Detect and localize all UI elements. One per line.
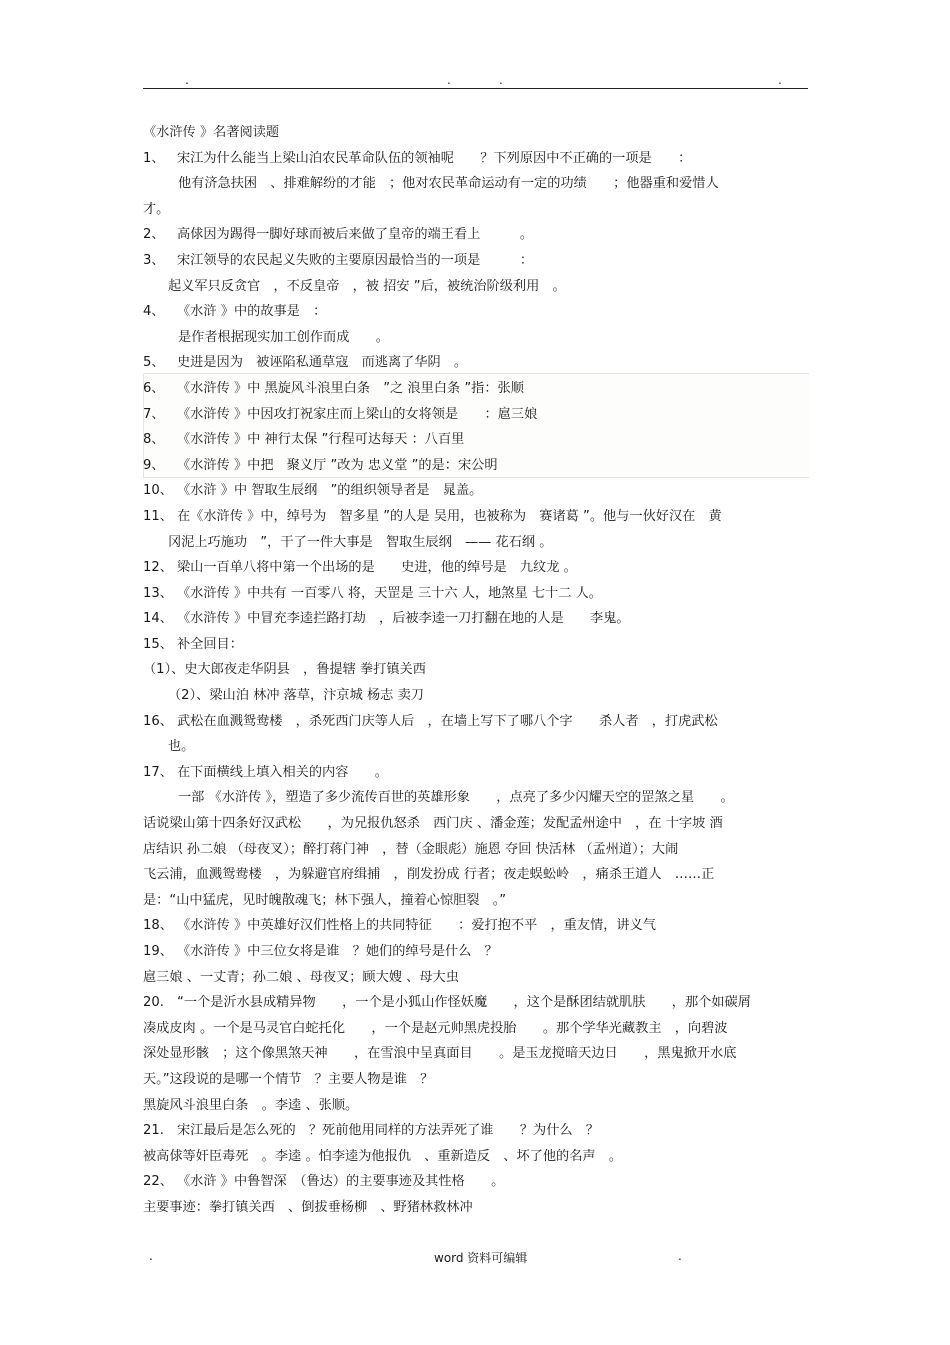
document-line xyxy=(143,683,808,709)
footer-dot-left: . xyxy=(149,1249,153,1263)
document-line xyxy=(143,837,808,863)
document-line xyxy=(143,171,808,197)
item-number: 10、 xyxy=(143,483,173,499)
item-text: 天。”这段说的是哪一个情节 ？主要人物是谁 ？ xyxy=(143,1071,434,1087)
item-number: 3、 xyxy=(143,252,165,268)
item-number: 7、 xyxy=(143,406,165,422)
item-text: 扈三娘 、一丈青；孙二娘 、母夜叉；顾大嫂 、母大虫 xyxy=(143,969,459,985)
document-title: 《水浒传 》名著阅读题 xyxy=(143,125,280,140)
item-number: 13、 xyxy=(143,585,173,601)
item-number: 18、 xyxy=(143,918,173,934)
document-line xyxy=(143,555,808,581)
document-line xyxy=(143,606,808,632)
document-line xyxy=(143,632,808,658)
question-list xyxy=(143,146,808,1221)
document-line xyxy=(143,811,808,837)
document-line xyxy=(143,785,808,811)
item-text: 《水浒传 》中共有 一百零八 将，天罡是 三十六 人，地煞星 七十二 人。 xyxy=(177,585,602,601)
document-line xyxy=(143,1016,808,1042)
item-number: 8、 xyxy=(143,432,165,448)
item-text: 话说梁山第十四条好汉武松 ，为兄报仇怒杀 西门庆 、潘金莲；发配孟州途中 ，在 十字坡 酒 xyxy=(143,816,723,832)
document-line xyxy=(143,1195,808,1221)
item-number: 1、 xyxy=(143,150,165,166)
item-text: 武松在血溅鸳鸯楼 ，杀死西门庆等人后 ，在墙上写下了哪八个字 杀人者 ，打虎武松 xyxy=(177,713,718,729)
header-dot-3: . xyxy=(499,73,503,87)
document-line xyxy=(143,1067,808,1093)
item-number: 14、 xyxy=(143,611,173,627)
document-line xyxy=(143,1118,808,1144)
item-text: 《水浒传 》中冒充李逵拦路打劫 ，后被李逵一刀打翻在地的人是 李鬼。 xyxy=(177,611,630,627)
item-number: 12、 xyxy=(143,560,173,576)
document-body xyxy=(143,120,808,1221)
item-text: 是：“山中猛虎，见时魄散魂飞；林下强人，撞着心惊胆裂 。” xyxy=(143,892,507,908)
item-text: 高俅因为踢得一脚好球而被后来做了皇帝的端王看上 。 xyxy=(177,227,534,243)
item-text: 也。 xyxy=(168,739,195,755)
item-text: 是作者根据现实加工创作而成 。 xyxy=(178,329,389,345)
document-line xyxy=(143,146,808,172)
item-number: 17、 xyxy=(143,764,173,780)
document-line xyxy=(143,939,808,965)
document-line xyxy=(143,478,808,504)
item-text: 补全回目： xyxy=(177,636,243,652)
item-text: 《水浒传 》中三位女将是谁 ？她们的绰号是什么 ？ xyxy=(177,944,498,959)
item-number: 16、 xyxy=(143,713,173,729)
item-number: 20. xyxy=(143,995,164,1011)
item-number: （2）、 xyxy=(168,688,210,704)
item-text: 史进是因为 被诬陷私通草寇 而逃离了华阴 。 xyxy=(177,355,468,371)
item-text: 《水浒 》中的故事是 ： xyxy=(177,304,327,320)
document-line xyxy=(143,453,808,479)
item-number: 11、 xyxy=(143,508,173,524)
footer-label: word 资料可编辑 xyxy=(434,1251,528,1265)
document-line xyxy=(143,222,808,248)
item-text: 《水浒传 》中把 聚义厅 ”改为 忠义堂 ”的是：宋公明 xyxy=(177,457,498,473)
item-number: 4、 xyxy=(143,304,165,320)
document-line xyxy=(143,1144,808,1170)
item-number: 2、 xyxy=(143,227,165,243)
document-line xyxy=(143,299,808,325)
item-number: 22、 xyxy=(143,1174,173,1190)
document-line xyxy=(143,760,808,786)
item-text: 凑成皮肉 。一个是马灵官白蛇托化 ，一个是赵元帅黑虎投胎 。那个学华光藏教主 ，向碧波 xyxy=(143,1020,728,1036)
item-text: 飞云浦，血溅鸳鸯楼 ，为躲避官府缉捕 ，削发扮成 行者；夜走蜈蚣岭 ，痛杀王道人 ……正 xyxy=(143,867,715,883)
header-rule xyxy=(143,88,808,89)
header-dot-1: . xyxy=(185,73,189,87)
item-text: 他有济急扶困 、排难解纷的才能 ；他对农民革命运动有一定的功绩 ；他器重和爱惜人 xyxy=(178,176,719,192)
document-line xyxy=(143,427,808,453)
item-text: 在《水浒传 》中，绰号为 智多星 ”的人是 吴用，也被称为 赛诸葛 ”。他与一伙好汉在 黄 xyxy=(177,508,722,524)
document-line xyxy=(143,1041,808,1067)
item-text: 《水浒传 》中因攻打祝家庄而上梁山的女将领是 ：扈三娘 xyxy=(177,406,538,422)
document-line xyxy=(143,274,808,300)
document-line xyxy=(143,709,808,735)
item-number: 15、 xyxy=(143,636,173,652)
header-dot-2: . xyxy=(447,73,451,87)
document-line xyxy=(143,734,808,760)
item-text: 《水浒传 》中英雄好汉们性格上的共同特征 ：爱打抱不平 ，重友情，讲义气 xyxy=(177,918,656,934)
item-number: 5、 xyxy=(143,355,165,371)
document-line xyxy=(143,657,808,683)
header-dots xyxy=(143,74,808,88)
item-number: 9、 xyxy=(143,457,165,473)
item-text: 宋江最后是怎么死的 ？死前他用同样的方法弄死了谁 ？为什么 ？ xyxy=(177,1123,599,1139)
page-footer xyxy=(143,1249,808,1269)
document-line xyxy=(143,965,808,991)
document-line xyxy=(143,862,808,888)
item-text: 黑旋风斗浪里白条 。李逵 、张顺。 xyxy=(143,1097,359,1113)
item-number: （1）、 xyxy=(143,662,185,678)
footer-dot-right: . xyxy=(678,1249,682,1263)
document-line xyxy=(143,990,808,1016)
document-line xyxy=(143,1169,808,1195)
document-line xyxy=(143,888,808,914)
item-number: 6、 xyxy=(143,380,165,396)
item-text: 《水浒传 》中 神行太保 ”行程可达每天 ：八百里 xyxy=(177,432,465,448)
document-line xyxy=(143,325,808,351)
item-text: 史大郎夜走华阴县 ，鲁提辖 拳打镇关西 xyxy=(184,662,426,678)
item-text: 《水浒 》中鲁智深 （鲁达）的主要事迹及其性格 。 xyxy=(177,1174,505,1190)
document-line xyxy=(143,913,808,939)
document-line xyxy=(143,504,808,530)
item-text: 主要事迹：拳打镇关西 、倒拔垂杨柳 、野猪林救林冲 xyxy=(143,1199,473,1215)
item-text: 被高俅等奸臣毒死 。李逵 。怕李逵为他报仇 、重新造反 、坏了他的名声 。 xyxy=(143,1148,622,1164)
item-text: 宋江为什么能当上梁山泊农民革命队伍的领袖呢 ？下列原因中不正确的一项是 ： xyxy=(177,150,692,166)
item-text: 店结识 孙二娘 （母夜叉）；醉打蒋门神 ，替（金眼彪）施恩 夺回 快活林 （孟州道）；大闹 xyxy=(143,841,679,857)
document-line xyxy=(143,350,808,376)
document-line xyxy=(143,1093,808,1119)
document-line xyxy=(143,530,808,556)
item-number: 19、 xyxy=(143,944,173,959)
document-line xyxy=(143,581,808,607)
document-line xyxy=(143,376,808,402)
item-text: 才。 xyxy=(143,201,170,217)
header-dot-4: . xyxy=(778,73,782,87)
item-text: 宋江领导的农民起义失败的主要原因最恰当的一项是 ： xyxy=(177,252,534,268)
document-line xyxy=(143,248,808,274)
item-text: 《水浒传 》中 黑旋风斗浪里白条 ”之 浪里白条 ”指：张顺 xyxy=(177,380,524,396)
item-text: “一个是沂水县成精异物 ，一个是小狐山作怪妖魔 ，这个是酥团结就肌肤 ，那个如碳屑 xyxy=(177,995,751,1011)
item-text: 在下面横线上填入相关的内容 。 xyxy=(177,764,388,780)
item-number: 21. xyxy=(143,1123,164,1139)
item-text: 梁山泊 林冲 落草，汴京城 杨志 卖刀 xyxy=(209,688,424,704)
item-text: 起义军只反贪官 ，不反皇帝 ，被 招安 ”后，被统治阶级利用 。 xyxy=(168,278,566,294)
document-line xyxy=(143,197,808,223)
item-text: 一部 《水浒传 》，塑造了多少流传百世的英雄形象 ，点亮了多少闪耀天空的罡煞之星 。 xyxy=(178,790,734,806)
item-text: 冈泥上巧施功 ”，干了一件大事是 智取生辰纲 —— 花石纲 。 xyxy=(168,534,553,550)
item-text: 梁山一百单八将中第一个出场的是 史进，他的绰号是 九纹龙 。 xyxy=(177,560,577,576)
document-line xyxy=(143,402,808,428)
item-text: 《水浒 》中 智取生辰纲 ”的组织领导者是 晁盖。 xyxy=(177,483,483,499)
item-text: 深处显形骸 ；这个像黑煞天神 ，在雪浪中呈真面目 。是玉龙搅暗天边日 ，黑鬼掀开水底 xyxy=(143,1046,737,1062)
